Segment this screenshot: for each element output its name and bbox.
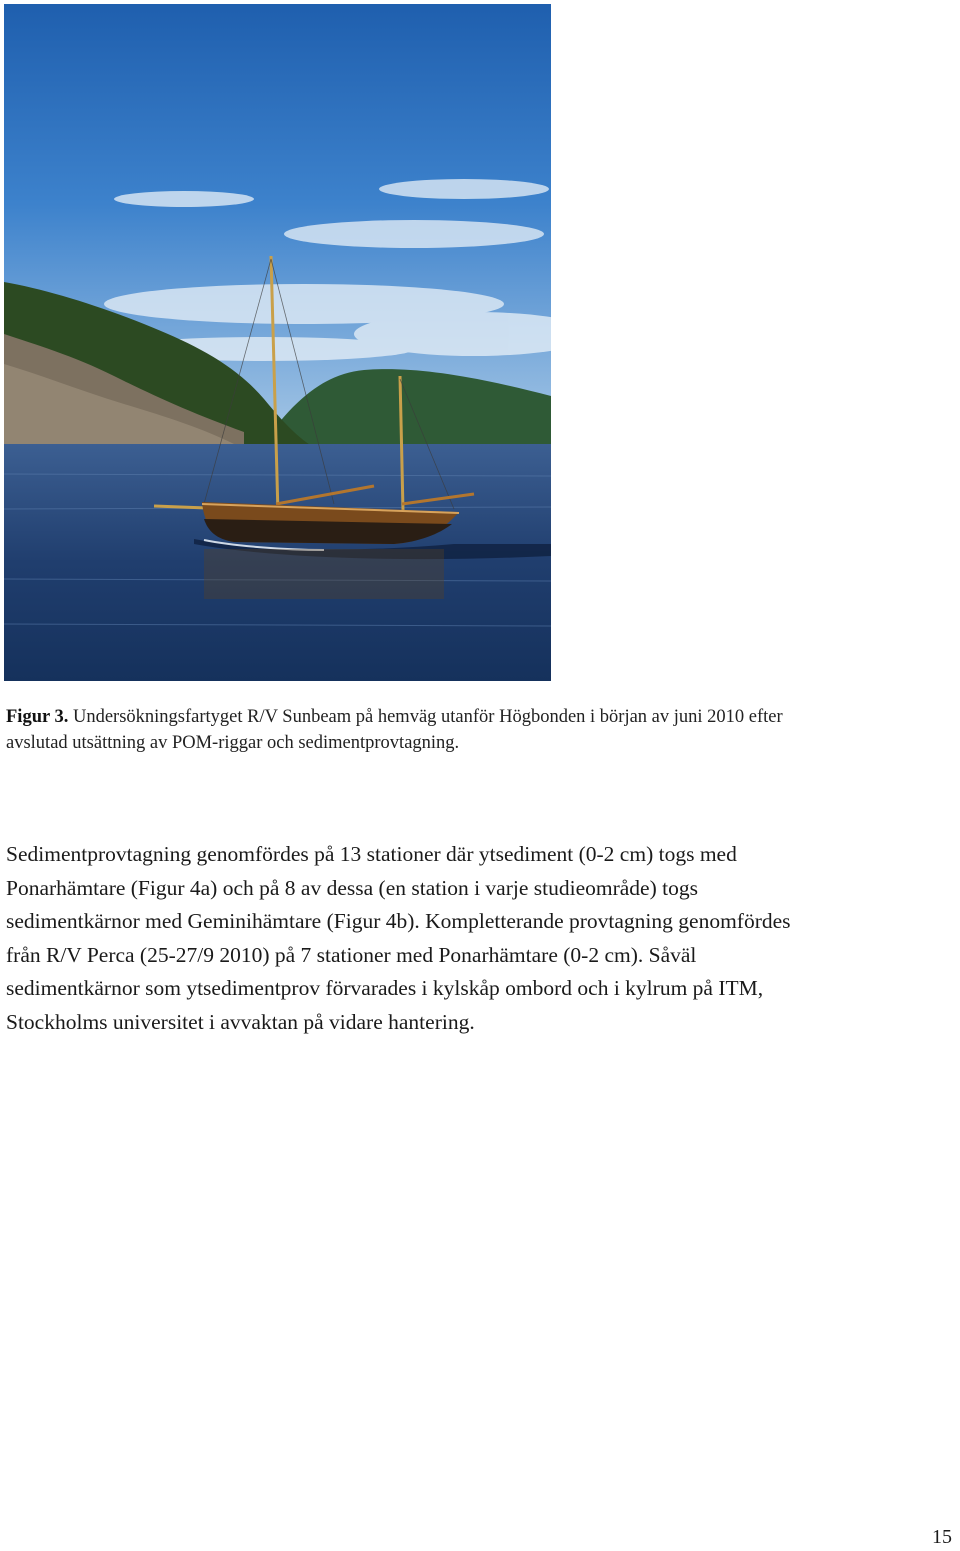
body-line: Ponarhämtare (Figur 4a) och på 8 av dessa (en station i varje studieområde) togs: [6, 875, 698, 900]
body-paragraph: [6, 838, 946, 1039]
caption-line-2: avslutad utsättning av POM-riggar och sedimentprovtagning.: [6, 733, 460, 753]
body-line: från R/V Perca (25-27/9 2010) på 7 stationer med Ponarhämtare (0-2 cm). Såväl: [6, 942, 697, 967]
figure-caption: [6, 704, 926, 756]
sailboat-photo: [4, 4, 551, 681]
body-line: Sedimentprovtagning genomfördes på 13 stationer där ytsediment (0-2 cm) togs med: [6, 842, 737, 866]
page-number: 15: [932, 1526, 952, 1548]
body-line: Stockholms universitet i avvaktan på vidare hantering.: [6, 1009, 475, 1034]
caption-line-1: [6, 704, 926, 730]
figure-label: Figur 3.: [6, 707, 69, 727]
body-line: sedimentkärnor som ytsedimentprov förvarades i kylskåp ombord och i kylrum på ITM,: [6, 976, 764, 1000]
caption-text-1: Undersökningsfartyget R/V Sunbeam på hemväg utanför Högbonden i början av juni 2010 efter: [72, 707, 783, 727]
body-line: sedimentkärnor med Geminihämtare (Figur 4b). Kompletterande provtagning genomfördes: [6, 909, 791, 933]
